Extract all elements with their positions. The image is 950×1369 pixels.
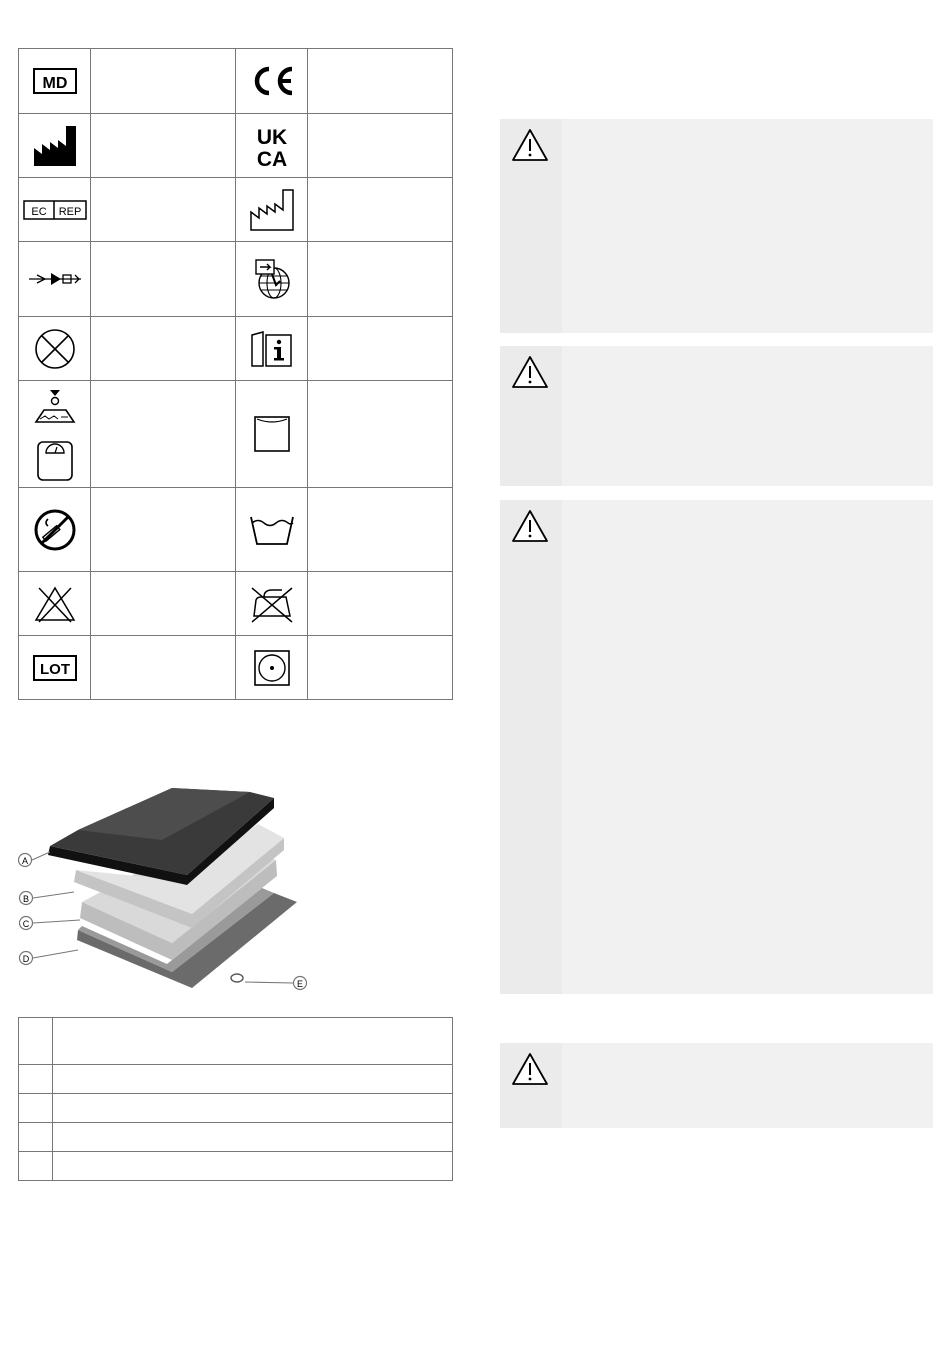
symbols-row — [19, 49, 453, 114]
medical-device-md-icon — [32, 66, 78, 96]
parts-table — [18, 1017, 453, 1181]
mattress-illustration — [12, 780, 322, 1005]
symbol-cell — [19, 49, 91, 114]
md-label: MD — [42, 75, 67, 92]
warning-box — [500, 500, 933, 994]
consult-instructions-info-icon — [249, 329, 295, 369]
wash-tub-icon — [248, 513, 296, 547]
symbol-cell — [19, 572, 91, 636]
symbol-description-cell — [308, 317, 453, 381]
symbol-cell — [19, 381, 91, 488]
symbol-cell — [236, 572, 308, 636]
lot-batch-code-icon — [32, 654, 78, 682]
lot-label: LOT — [39, 660, 70, 678]
warning-box — [500, 119, 933, 333]
symbol-cell — [19, 242, 91, 317]
uk-label: UK — [256, 125, 287, 149]
callout-d — [20, 952, 33, 965]
do-not-iron-icon — [248, 584, 296, 624]
symbol-cell — [19, 636, 91, 700]
rep-label: REP — [58, 205, 81, 218]
callout-c — [20, 917, 33, 930]
symbols-row — [19, 114, 453, 178]
max-patient-weight-scale-icon — [30, 386, 80, 482]
warning-box — [500, 346, 933, 486]
mattress-exploded-diagram — [12, 780, 322, 1005]
symbol-cell — [19, 317, 91, 381]
warning-triangle-icon — [511, 128, 549, 162]
svg-text:D: D — [22, 954, 30, 964]
tumble-dry-square-icon — [253, 415, 291, 453]
symbol-description-cell — [308, 242, 453, 317]
symbol-cell — [236, 317, 308, 381]
symbols-table — [18, 48, 453, 700]
ukca-marking-icon — [249, 124, 295, 168]
parts-description-cell — [53, 1123, 453, 1152]
parts-letter-cell — [19, 1152, 53, 1181]
parts-description-cell — [53, 1152, 453, 1181]
symbol-description-cell — [308, 572, 453, 636]
symbol-cell — [19, 114, 91, 178]
svg-text:B: B — [22, 894, 30, 904]
ec-label: EC — [30, 205, 47, 218]
parts-row — [19, 1152, 453, 1181]
symbols-row — [19, 381, 453, 488]
symbol-description-cell — [308, 114, 453, 178]
symbol-description-cell — [91, 114, 236, 178]
warning-triangle-icon — [511, 509, 549, 543]
symbol-cell — [19, 178, 91, 242]
symbols-row — [19, 242, 453, 317]
cable-zipper-icon — [27, 269, 83, 289]
symbols-row — [19, 636, 453, 700]
do-not-bleach-icon — [33, 584, 77, 624]
parts-description-cell — [53, 1065, 453, 1094]
symbol-description-cell — [91, 242, 236, 317]
symbol-cell — [236, 178, 308, 242]
symbols-row — [19, 488, 453, 572]
manufacturer-filled-factory-icon — [32, 124, 78, 168]
parts-row — [19, 1123, 453, 1152]
parts-description-cell — [53, 1018, 453, 1065]
callout-e — [294, 977, 307, 990]
svg-text:C: C — [22, 919, 30, 929]
symbol-description-cell — [91, 317, 236, 381]
no-smoking-icon — [32, 507, 78, 553]
parts-letter-cell — [19, 1094, 53, 1123]
symbol-description-cell — [308, 636, 453, 700]
symbol-description-cell — [308, 381, 453, 488]
warning-triangle-icon — [511, 1052, 549, 1086]
ec-rep-authorised-representative-icon — [23, 198, 87, 222]
symbol-cell — [236, 242, 308, 317]
parts-row — [19, 1094, 453, 1123]
parts-letter-cell — [19, 1018, 53, 1065]
symbol-description-cell — [91, 178, 236, 242]
parts-row — [19, 1065, 453, 1094]
parts-description-cell — [53, 1094, 453, 1123]
symbol-cell — [236, 49, 308, 114]
svg-text:A: A — [21, 856, 29, 866]
date-of-manufacture-factory-outline-icon — [249, 188, 295, 232]
symbol-cell — [236, 636, 308, 700]
symbol-description-cell — [308, 178, 453, 242]
symbol-description-cell — [308, 49, 453, 114]
symbol-cell — [236, 114, 308, 178]
tumble-dry-low-icon — [252, 648, 292, 688]
symbol-description-cell — [91, 572, 236, 636]
symbol-description-cell — [308, 488, 453, 572]
symbol-cell — [19, 488, 91, 572]
symbol-cell — [236, 381, 308, 488]
symbol-description-cell — [91, 381, 236, 488]
importer-globe-icon — [250, 257, 294, 301]
symbol-description-cell — [91, 488, 236, 572]
symbol-description-cell — [91, 49, 236, 114]
warning-box — [500, 1043, 933, 1128]
ca-label: CA — [256, 147, 287, 168]
ce-marking-icon — [248, 63, 296, 99]
callout-b — [20, 892, 33, 905]
symbol-description-cell — [91, 636, 236, 700]
symbol-cell — [236, 488, 308, 572]
parts-letter-cell — [19, 1065, 53, 1094]
callout-a — [19, 854, 32, 867]
do-not-reuse-circle-x-icon — [33, 327, 77, 371]
symbols-row — [19, 572, 453, 636]
symbols-row — [19, 317, 453, 381]
warning-triangle-icon — [511, 355, 549, 389]
svg-text:E: E — [296, 979, 304, 989]
symbols-row — [19, 178, 453, 242]
parts-letter-cell — [19, 1123, 53, 1152]
parts-row — [19, 1018, 453, 1065]
